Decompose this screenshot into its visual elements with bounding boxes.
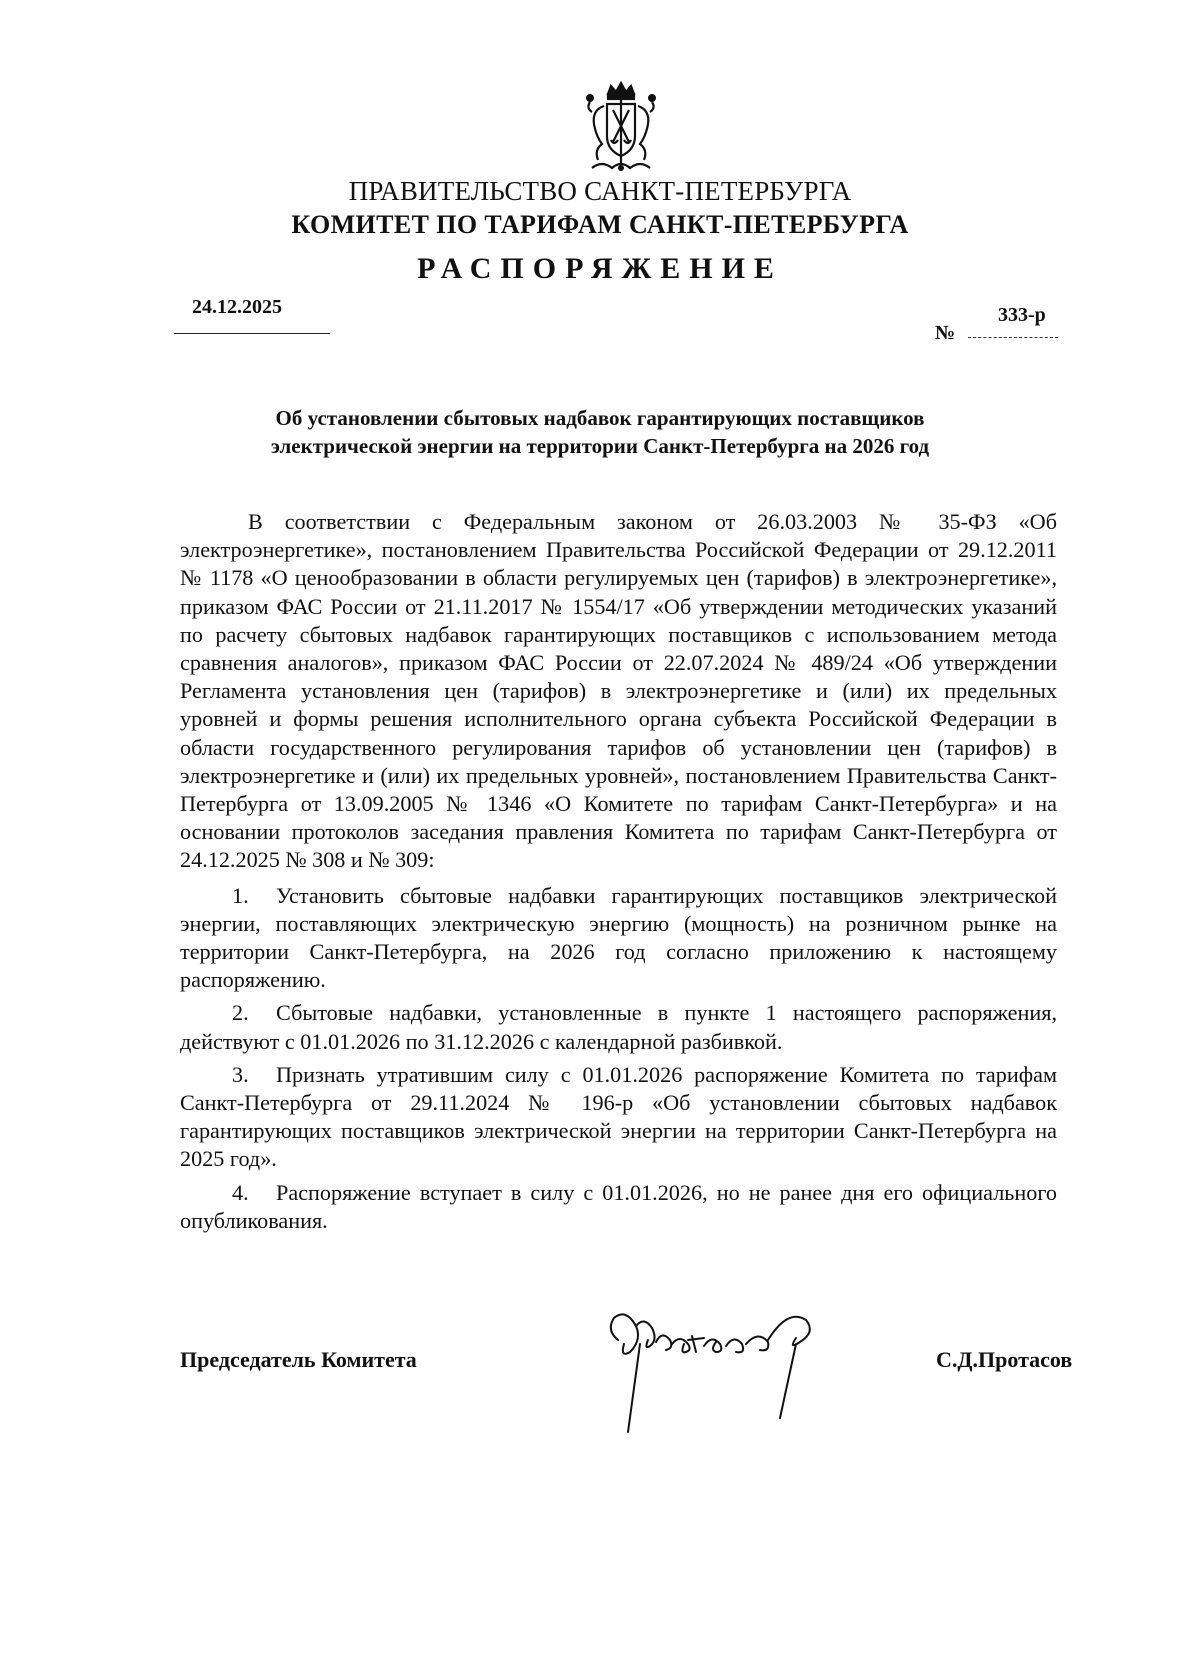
document-body [180, 508, 1057, 1235]
date-underline [174, 333, 330, 334]
item-number: 3. [232, 1061, 249, 1087]
signer-name: С.Д.Протасов [936, 1347, 1073, 1372]
document-type: РАСПОРЯЖЕНИЕ [417, 252, 783, 285]
coat-of-arms-icon [578, 80, 664, 176]
list-item [180, 882, 1057, 995]
committee-name: КОМИТЕТ ПО ТАРИФАМ САНКТ-ПЕТЕРБУРГА [291, 210, 909, 239]
title-line-2: электрической энергии на территории Санкт-Петербурга на 2026 год [270, 434, 930, 458]
item-number: 2. [232, 1000, 249, 1026]
list-item [180, 1061, 1057, 1174]
title-line-1: Об установлении сбытовых надбавок гарантирующих поставщиков [275, 406, 925, 430]
document-title [150, 404, 1050, 460]
number-label: № [935, 322, 956, 344]
item-text: Распоряжение вступает в силу с 01.01.2026, но не ранее дня его официального опубликования. [180, 1179, 1057, 1233]
number-underline [968, 337, 1058, 338]
document-number: 333-р [998, 304, 1046, 326]
item-number: 4. [232, 1179, 249, 1205]
list-item [180, 999, 1057, 1055]
item-text: Признать утратившим силу с 01.01.2026 распоряжение Комитета по тарифам Санкт-Петербурга от 29.11.2024 № 196-р «Об установлении сбытовых надбавок гарантирующих поставщиков электрической энергии на территории Санкт-Петербурга на 2025 год». [180, 1061, 1057, 1172]
document-date: 24.12.2025 [192, 296, 282, 318]
item-number: 1. [232, 882, 249, 908]
signer-position: Председатель Комитета [180, 1347, 417, 1372]
item-text: Установить сбытовые надбавки гарантирующих поставщиков электрической энергии, поставляющих электрическую энергию (мощность) на розничном рынке на территории Санкт-Петербурга, на 2026 год согласно приложению к настоящему распоряжению. [180, 882, 1057, 993]
government-name: ПРАВИТЕЛЬСТВО САНКТ-ПЕТЕРБУРГА [348, 176, 852, 206]
list-item [180, 1179, 1057, 1235]
handwritten-signature [600, 1300, 840, 1440]
preamble-paragraph: В соответствии с Федеральным законом от 26.03.2003 № 35-ФЗ «Об электроэнергетике», постановлением Правительства Российской Федерации от 29.12.2011 № 1178 «О ценообразовании в области регулируемых цен (тарифов) в электроэнергетике», приказом ФАС России от 21.11.2017 № 1554/17 «Об утверждении методических указаний по расчету сбытовых надбавок гарантирующих поставщиков с использованием метода сравнения аналогов», приказом ФАС России от 22.07.2024 № 489/24 «Об утверждении Регламента установления цен (тарифов) в электроэнергетике и (или) их предельных уровней и формы решения исполнительного органа субъекта Российской Федерации в области государственного регулирования тарифов об установлении цен (тарифов) в электроэнергетике и (или) их предельных уровней», постановлением Правительства Санкт-Петербурга от 13.09.2005 № 1346 «О Комитете по тарифам Санкт-Петербурга» и на основании протоколов заседания правления Комитета по тарифам Санкт-Петербурга от 24.12.2025 № 308 и № 309: [180, 509, 1057, 873]
item-text: Сбытовые надбавки, установленные в пункте 1 настоящего распоряжения, действуют с 01.01.2026 по 31.12.2026 с календарной разбивкой. [180, 1000, 1057, 1054]
